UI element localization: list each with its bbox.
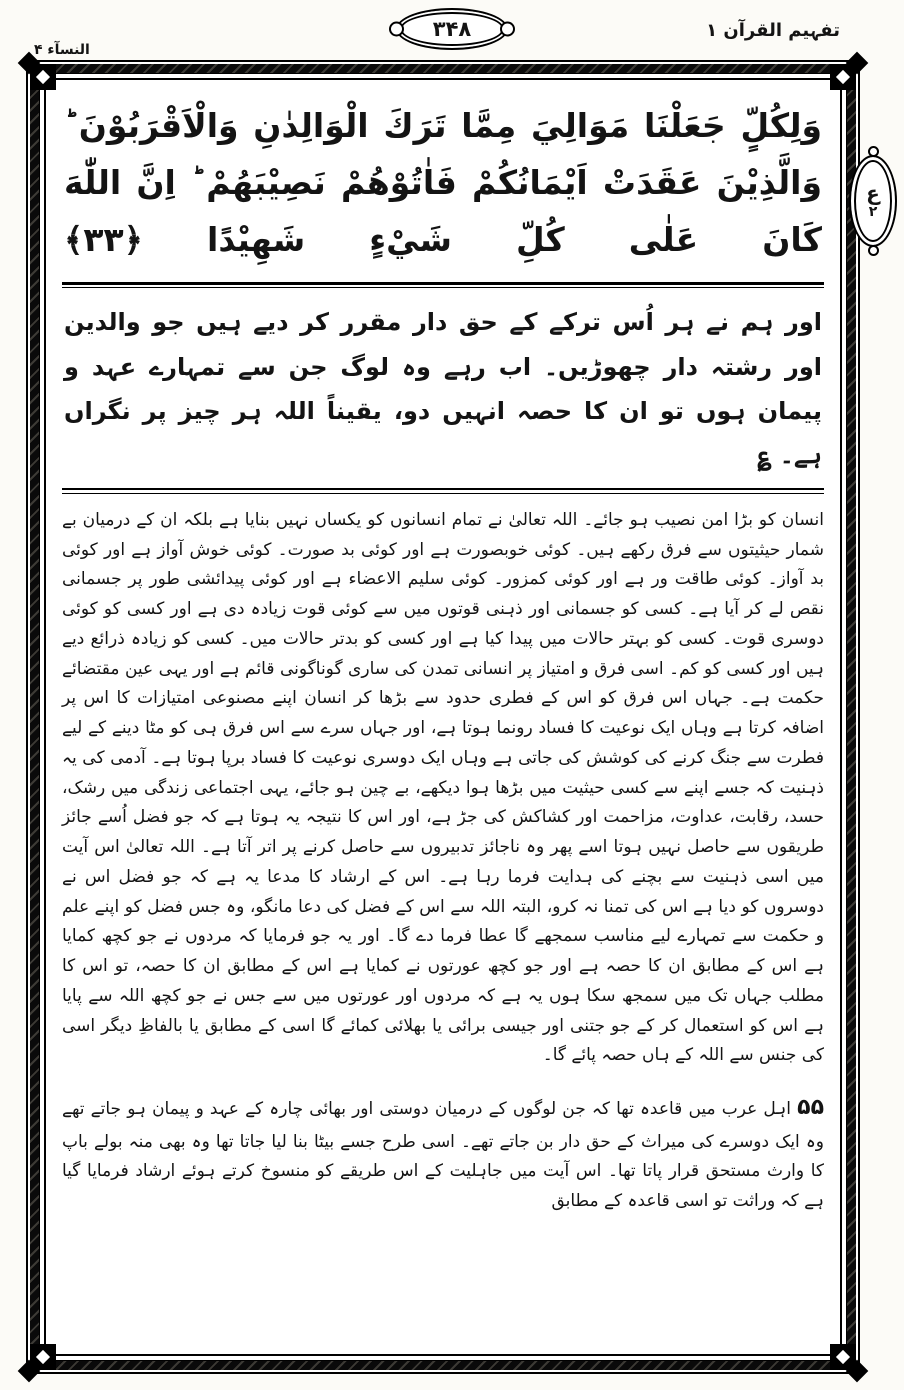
frame-corner-ornament [30, 1344, 56, 1370]
commentary-note-54-text: اللہ تعالیٰ نے تمام انسانوں کو یکساں نہیں بنایا ہے بلکہ ان کے درمیان بے شمار حیثیتوں سے فرق رکھے ہیں۔ کوئی خوبصورت ہے اور کوئی بد صورت۔ کوئی خوش آواز ہے اور کوئی بد آواز۔ کوئی طاقت ور ہے اور کوئی کمزور۔ کوئی سلیم الاعضاء ہے اور کوئی پیدائشی طور پر جسمانی نقص لے کر آیا ہے۔ کسی کو جسمانی اور ذہنی قوتوں میں سے کوئی قوت زیادہ دی ہے اور کسی کو کوئی دوسری قوت۔ کسی کو بہتر حالات میں پیدا کیا ہے اور کسی کو بدتر حالات میں۔ کسی کو زیادہ ذرائع دیے ہیں اور کسی کو کم۔ اسی فرق و امتیاز پر انسانی تمدن کی ساری گوناگونی قائم ہے اور یہی عین مقتضائے حکمت ہے۔ جہاں اس فرق کو اس کے فطری حدود سے بڑھا کر انسان اپنے مصنوعی امتیازات کا اس پر اضافہ کرتا ہے وہاں ایک نوعیت کا فساد رونما ہوتا ہے، اور جہاں سرے سے اس فرق ہی کو مٹا دینے کے لیے فطرت سے جنگ کرنے کی کوشش کی جاتی ہے وہاں ایک دوسری نوعیت کا فساد برپا ہوتا ہے۔ آدمی کی یہ ذہنیت کہ جسے اپنے سے کسی حیثیت میں بڑھا ہوا دیکھے، بے چین ہو جائے، یہی اجتماعی زندگی میں رشک، حسد، رقابت، عداوت، مزاحمت اور کشاکش کی جڑ ہے، اور اس کا نتیجہ یہ ہوتا ہے کہ جو فضل اُسے جائز طریقوں سے حاصل نہیں ہوتا اسے پھر وہ ناجائز تدبیروں سے حاصل کرنے پر اتر آتا ہے۔ اللہ تعالیٰ اس آیت میں اسی ذہنیت سے بچنے کی ہدایت فرما رہا ہے۔ اس کے ارشاد کا مدعا یہ ہے کہ جو فضل اس نے دوسروں کو دیا ہے اس کی تمنا نہ کرو، البتہ اللہ سے اس کے فضل کی دعا مانگو، وہ جس فضل کو اپنے علم و حکمت سے تمہارے لیے مناسب سمجھے گا عطا فرما دے گا۔ اور یہ جو فرمایا کہ مردوں نے جو کچھ کمایا ہے اس کے مطابق ان کا حصہ ہے اور جو کچھ عورتوں نے کمایا ہے اس کے مطابق ان کا حصہ، تو اس کا مطلب جہاں تک میں سمجھ سکا ہوں یہ ہے کہ مردوں اور عورتوں میں سے جس نے جو کچھ اللہ سے پایا ہے اس کو استعمال کر کے جو جتنی اور جیسی برائی یا بھلائی کمائے گا اسی کے مطابق یا بالفاظِ دیگر اسی کی جنس سے اللہ کے ہاں حصہ پائے گا۔ [62, 509, 824, 1066]
ruku-medallion [844, 146, 902, 256]
commentary-note-55 [62, 1089, 824, 1217]
surah-label: النسآء ۴ [34, 42, 90, 58]
medallion-body [849, 155, 897, 247]
ruku-number: ۲ [868, 204, 878, 220]
quran-verse-arabic: وَلِكُلٍّ جَعَلْنَا مَوَالِيَ مِمَّا تَرَكَ الْوَالِدٰنِ وَالْاَقْرَبُوْنَ ؕ وَالَّذِيْنَ عَقَدَتْ اَيْمَانُكُمْ فَاٰتُوْهُمْ نَصِيْبَهُمْ ؕ اِنَّ اللّٰهَ كَانَ عَلٰى كُلِّ شَيْءٍ شَهِيْدًا ﴿۳۳﴾ [64, 106, 822, 259]
medallion-tip-bottom [868, 245, 879, 256]
book-title: تفہیم القرآن ۱ [706, 20, 840, 41]
frame-corner-ornament [830, 64, 856, 90]
ornamental-frame [26, 60, 860, 1374]
commentary-continuation: انسان کو بڑا امن نصیب ہو جائے۔ [583, 509, 824, 530]
page-number: ۳۴۸ [432, 17, 472, 41]
page-number-cartouche [396, 8, 508, 50]
frame-inner-line [39, 73, 847, 1361]
frame-corner-ornament [830, 1344, 856, 1370]
frame-corner-ornament [30, 64, 56, 90]
commentary-note-55-text: اہل عرب میں قاعدہ تھا کہ جن لوگوں کے درمیان دوستی اور بھائی چارہ کے عہد و پیمان ہو جاتے تھے وہ ایک دوسرے کی میراث کے حق دار بن جاتے تھے۔ اسی طرح جسے بیٹا بنا لیا جاتا تھا وہ بھی منہ بولے باپ کا وارث مستحق قرار پاتا تھا۔ اس آیت میں جاہلیت کے اس طریقے کو منسوخ کرتے ہوئے ارشاد فرمایا گیا ہے کہ وراثت تو اسی قاعدہ کے مطابق [62, 1099, 824, 1212]
frame-braid-band [30, 64, 856, 1370]
urdu-translation: اور ہم نے ہر اُس ترکے کے حق دار مقرر کر دیے ہیں جو والدین اور رشتہ دار چھوڑیں۔ اب رہے وہ لوگ جن سے تمہارے عہد و پیمان ہوں تو ان کا حصہ انہیں دو، یقیناً اللہ ہر چیز پر نگراں ہے۔ ؏ [64, 308, 822, 470]
commentary-note-54 [62, 506, 824, 1071]
ruku-letter: ع [866, 181, 880, 205]
section-divider [62, 488, 824, 494]
page-content [44, 78, 842, 1356]
section-divider [62, 282, 824, 288]
footnote-55-marker: ۵۵ [797, 1095, 825, 1121]
